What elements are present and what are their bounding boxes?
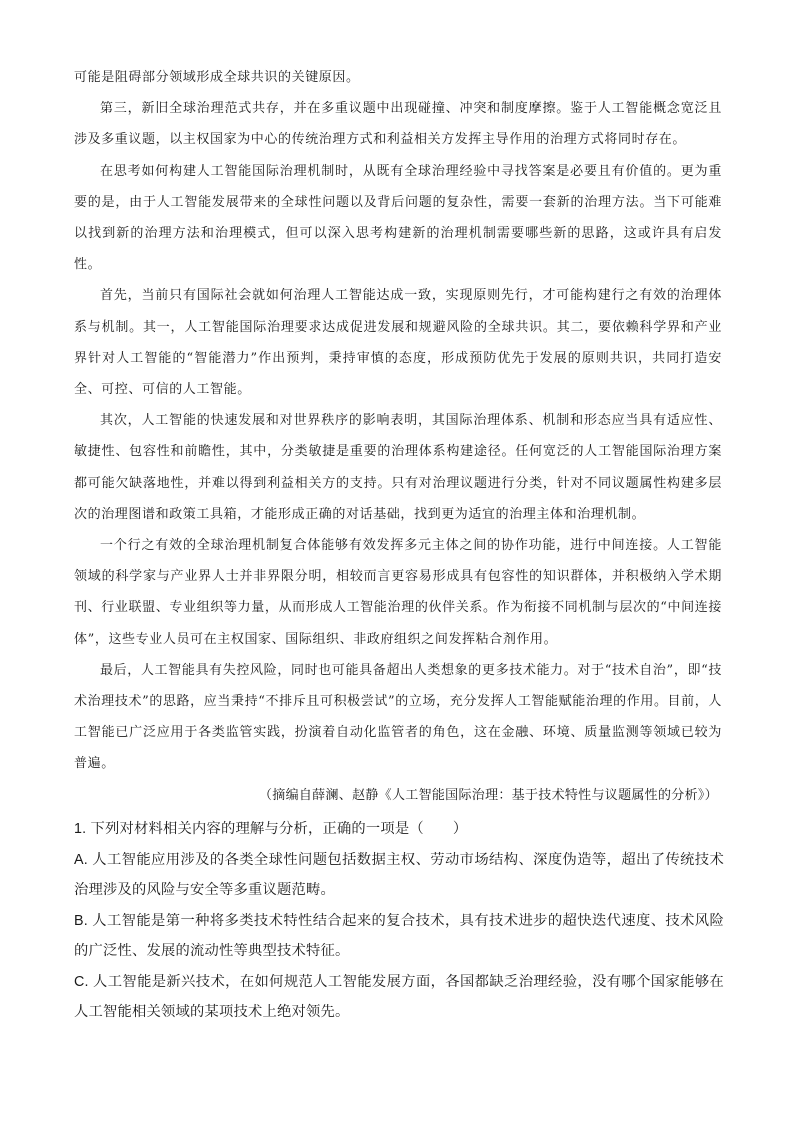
- passage-paragraph-6: 一个行之有效的全球治理机制复合体能够有效发挥多元主体之间的协作功能，进行中间连接。人工智能领域的科学家与产业界人士并非界限分明，相较而言更容易形成具有包容性的知识群体，并积极纳入学术期刊、行业联盟、专业组织等力量，从而形成人工智能治理的伙伴关系。作为衔接不同机制与层次的“中间连接体”，这些专业人员可在主权国家、国际组织、非政府组织之间发挥粘合剂作用。: [74, 538, 722, 647]
- passage-source-citation: （摘编自薛澜、赵静《人工智能国际治理：基于技术特性与议题属性的分析》）: [258, 787, 718, 803]
- passage-paragraph-3: 在思考如何构建人工智能国际治理机制时，从既有全球治理经验中寻找答案是必要且有价值的。更为重要的是，由于人工智能发展带来的全球性问题以及背后问题的复杂性，需要一套新的治理方法。当下可能难以找到新的治理方法和治理模式，但可以深入思考构建新的治理机制需要哪些新的思路，这或许具有启发性。: [74, 163, 722, 273]
- option-c: C. 人工智能是新兴技术，在如何规范人工智能发展方面，各国都缺乏治理经验，没有哪个国家能够在人工智能相关领域的某项技术上绝对领先。: [74, 973, 724, 1020]
- reading-passage: [74, 62, 722, 811]
- question-stem: 1. 下列对材料相关内容的理解与分析，正确的一项是（ ）: [74, 821, 468, 837]
- passage-paragraph-1: 可能是阻碍部分领域形成全球共识的关键原因。: [74, 70, 360, 85]
- passage-paragraph-5: 其次，人工智能的快速发展和对世界秩序的影响表明，其国际治理体系、机制和形态应当具有适应性、敏捷性、包容性和前瞻性，其中，分类敏捷是重要的治理体系构建途径。任何宽泛的人工智能国际治理方案都可能欠缺落地性，并难以得到利益相关方的支持。只有对治理议题进行分类，针对不同议题属性构建多层次的治理图谱和政策工具箱，才能形成正确的对话基础，找到更为适宜的治理主体和治理机制。: [74, 413, 722, 522]
- passage-paragraph-4: 首先，当前只有国际社会就如何治理人工智能达成一致，实现原则先行，才可能构建行之有效的治理体系与机制。其一，人工智能国际治理要求达成促进发展和规避风险的全球共识。其二，要依赖科学界和产业界针对人工智能的“智能潜力”作出预判，秉持审慎的态度，形成预防优先于发展的原则共识，共同打造安全、可控、可信的人工智能。: [74, 288, 722, 398]
- passage-paragraph-7: 最后，人工智能具有失控风险，同时也可能具备超出人类想象的更多技术能力。对于“技术自治”，即“技术治理技术”的思路，应当秉持“不排斥且可积极尝试”的立场，充分发挥人工智能赋能治理的作用。目前，人工智能已广泛应用于各类监管实践，扮演着自动化监管者的角色，这在金融、环境、质量监测等领域已较为普遍。: [74, 662, 722, 772]
- question-section: [74, 814, 724, 1028]
- option-a: A. 人工智能应用涉及的各类全球性问题包括数据主权、劳动市场结构、深度伪造等，超出了传统技术治理涉及的风险与安全等多重议题范畴。: [74, 851, 724, 898]
- passage-paragraph-2: 第三，新旧全球治理范式共存，并在多重议题中出现碰撞、冲突和制度摩擦。鉴于人工智能概念宽泛且涉及多重议题，以主权国家为中心的传统治理方式和利益相关方发挥主导作用的治理方式将同时存在。: [74, 101, 722, 148]
- option-b: B. 人工智能是第一种将多类技术特性结合起来的复合技术，具有技术进步的超快迭代速度、技术风险的广泛性、发展的流动性等典型技术特征。: [74, 912, 724, 959]
